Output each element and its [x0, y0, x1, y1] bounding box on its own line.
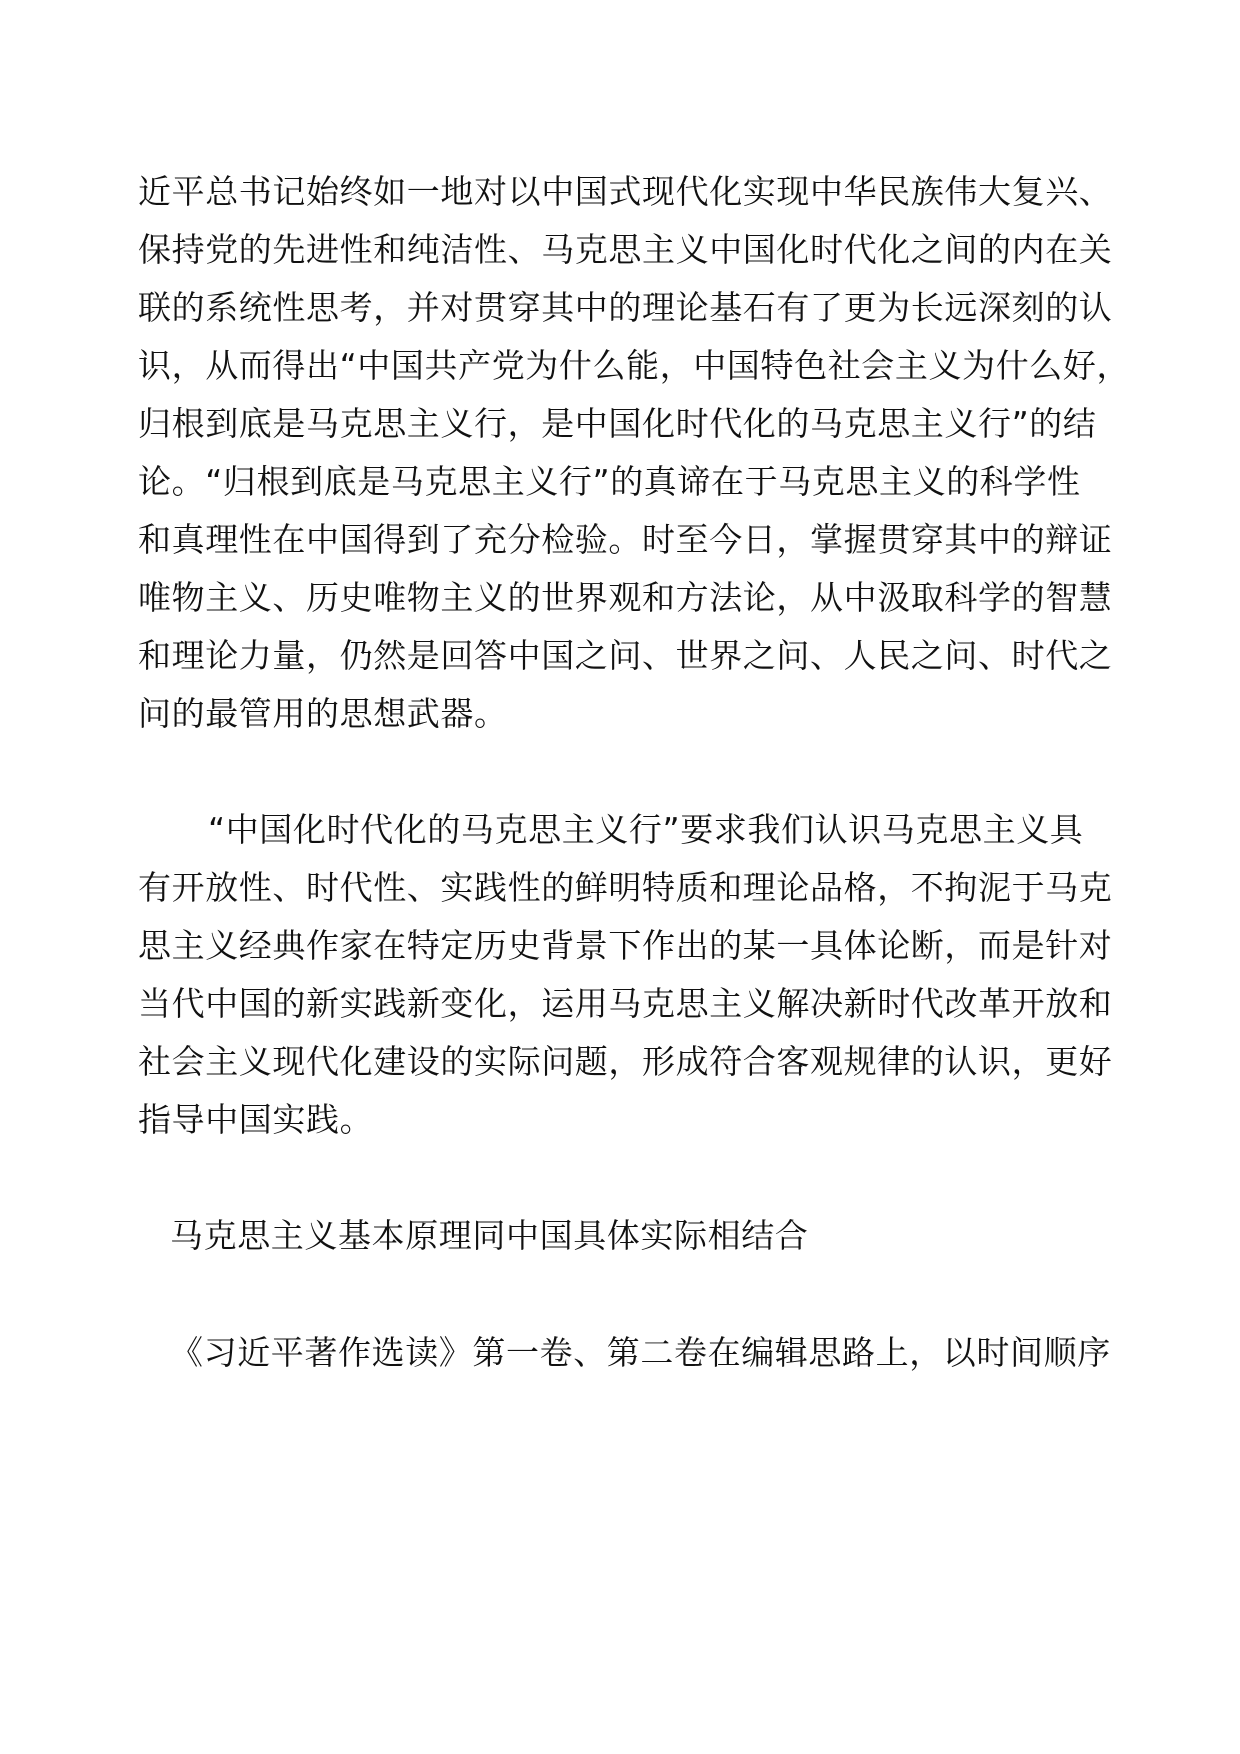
- paragraph-3-line-1: 《习近平著作选读》第一卷、第二卷在编辑思路上，以时间顺序: [170, 1333, 1111, 1372]
- paragraph-1-line-6: 论。“归根到底是马克思主义行”的真谛在于马克思主义的科学性: [138, 462, 1081, 501]
- paragraph-1-line-2: 保持党的先进性和纯洁性、马克思主义中国化时代化之间的内在关: [138, 230, 1113, 269]
- paragraph-1-line-3: 联的系统性思考，并对贯穿其中的理论基石有了更为长远深刻的认: [138, 288, 1113, 327]
- paragraph-1-line-4: 识，从而得出“中国共产党为什么能，中国特色社会主义为什么好，: [138, 346, 1131, 385]
- paragraph-2-line-4: 当代中国的新实践新变化，运用马克思主义解决新时代改革开放和: [138, 984, 1113, 1023]
- paragraph-1-line-10: 问的最管用的思想武器。: [138, 694, 508, 733]
- paragraph-2-line-5: 社会主义现代化建设的实际问题，形成符合客观规律的认识，更好: [138, 1042, 1113, 1081]
- paragraph-1-line-5: 归根到底是马克思主义行，是中国化时代化的马克思主义行”的结: [138, 404, 1097, 443]
- paragraph-2-line-3: 思主义经典作家在特定历史背景下作出的某一具体论断，而是针对: [138, 926, 1113, 965]
- paragraph-1-line-1: 近平总书记始终如一地对以中国式现代化实现中华民族伟大复兴、: [138, 172, 1113, 211]
- paragraph-2-line-2: 有开放性、时代性、实践性的鲜明特质和理论品格，不拘泥于马克: [138, 868, 1113, 907]
- paragraph-1-line-9: 和理论力量，仍然是回答中国之问、世界之问、人民之问、时代之: [138, 636, 1113, 675]
- paragraph-1-line-8: 唯物主义、历史唯物主义的世界观和方法论，从中汲取科学的智慧: [138, 578, 1113, 617]
- section-heading-text: 马克思主义基本原理同中国具体实际相结合: [170, 1216, 809, 1255]
- paragraph-2-line-1: “中国化时代化的马克思主义行”要求我们认识马克思主义具: [208, 810, 1084, 849]
- paragraph-1-line-7: 和真理性在中国得到了充分检验。时至今日，掌握贯穿其中的辩证: [138, 520, 1113, 559]
- paragraph-2-line-6: 指导中国实践。: [138, 1100, 374, 1139]
